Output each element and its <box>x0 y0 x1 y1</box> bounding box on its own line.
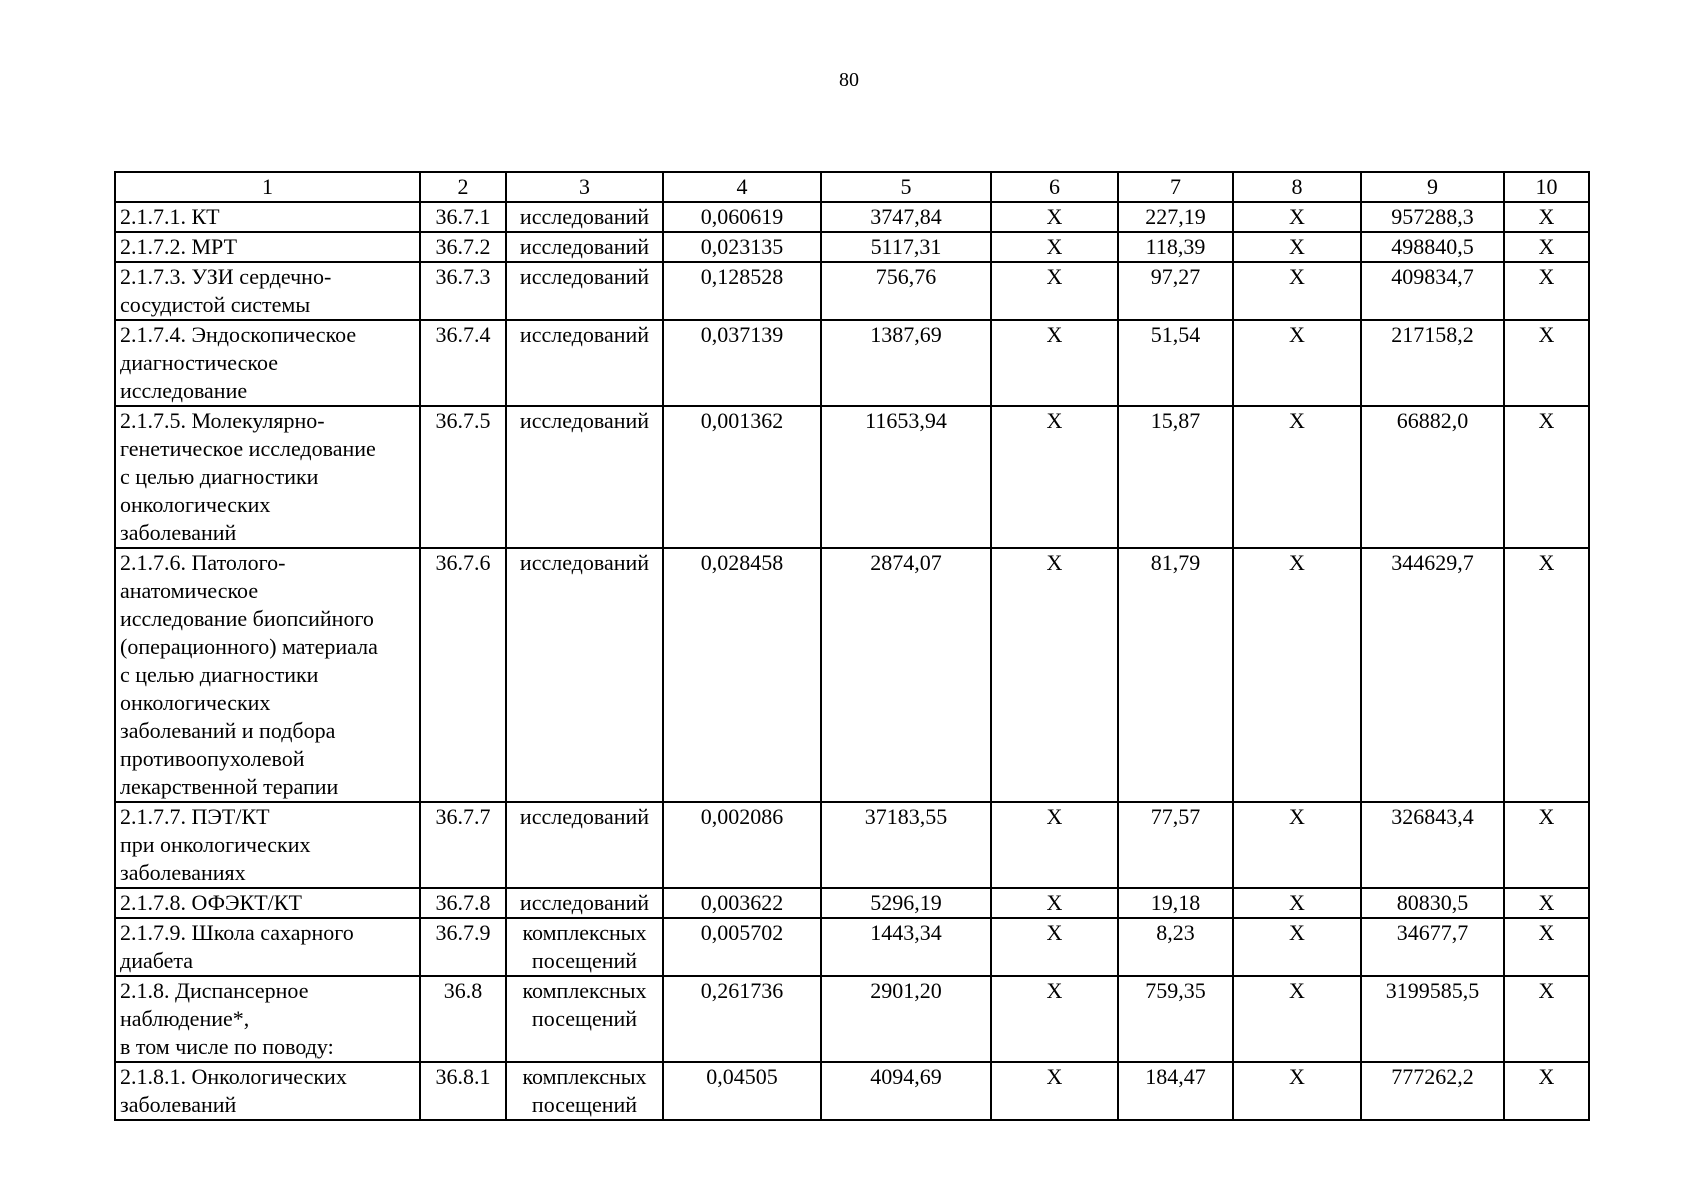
row-unit-cell <box>506 976 663 1062</box>
row-name-cell <box>115 918 420 976</box>
table-row <box>115 888 1589 918</box>
row-name-line: с целью диагностики <box>120 464 319 489</box>
row-c5-cell: 4094,69 <box>821 1062 991 1120</box>
row-name-cell <box>115 548 420 802</box>
row-c9-cell: 217158,2 <box>1361 320 1504 406</box>
row-c10-cell: Х <box>1504 918 1589 976</box>
row-name-cell <box>115 406 420 548</box>
row-c6-cell: Х <box>991 262 1118 320</box>
row-name-line: анатомическое <box>120 578 259 603</box>
row-unit-line: исследований <box>519 264 650 289</box>
row-name-line: исследование <box>120 378 248 403</box>
row-c5-cell: 756,76 <box>821 262 991 320</box>
row-unit-cell <box>506 262 663 320</box>
row-name-cell <box>115 232 420 262</box>
table-row <box>115 320 1589 406</box>
row-c4-cell: 0,001362 <box>663 406 821 548</box>
row-unit-cell <box>506 320 663 406</box>
row-code-cell: 36.7.4 <box>420 320 506 406</box>
row-name-line: онкологических <box>120 492 271 517</box>
row-code-cell: 36.7.6 <box>420 548 506 802</box>
row-code-cell: 36.8.1 <box>420 1062 506 1120</box>
row-c8-cell: Х <box>1233 262 1361 320</box>
row-name-line: 2.1.7.6. Патолого- <box>120 550 286 575</box>
row-name-line: исследование биопсийного <box>120 606 374 631</box>
table-row <box>115 262 1589 320</box>
row-unit-cell <box>506 802 663 888</box>
row-unit-line: комплексных <box>522 920 647 945</box>
row-name-line: (операционного) материала <box>120 634 378 659</box>
row-c5-cell: 1387,69 <box>821 320 991 406</box>
row-c9-cell: 777262,2 <box>1361 1062 1504 1120</box>
row-c9-cell: 498840,5 <box>1361 232 1504 262</box>
row-c9-cell: 326843,4 <box>1361 802 1504 888</box>
row-c7-cell: 184,47 <box>1118 1062 1233 1120</box>
row-c9-cell: 957288,3 <box>1361 202 1504 232</box>
row-code-cell: 36.7.7 <box>420 802 506 888</box>
row-c4-cell: 0,005702 <box>663 918 821 976</box>
row-c8-cell: Х <box>1233 976 1361 1062</box>
table-row <box>115 918 1589 976</box>
row-c7-cell: 81,79 <box>1118 548 1233 802</box>
row-code-cell: 36.7.8 <box>420 888 506 918</box>
row-c6-cell: Х <box>991 1062 1118 1120</box>
row-c5-cell: 11653,94 <box>821 406 991 548</box>
row-name-cell <box>115 976 420 1062</box>
column-number: 7 <box>1118 172 1233 202</box>
row-c8-cell: Х <box>1233 232 1361 262</box>
row-c7-cell: 97,27 <box>1118 262 1233 320</box>
row-c7-cell: 118,39 <box>1118 232 1233 262</box>
row-name-line: заболеваний <box>120 1092 237 1117</box>
row-code-cell: 36.7.1 <box>420 202 506 232</box>
row-name-line: при онкологических <box>120 832 311 857</box>
table-row <box>115 802 1589 888</box>
table-row <box>115 202 1589 232</box>
row-c6-cell: Х <box>991 976 1118 1062</box>
row-c10-cell: Х <box>1504 976 1589 1062</box>
row-c10-cell: Х <box>1504 548 1589 802</box>
row-c10-cell: Х <box>1504 320 1589 406</box>
row-name-line: с целью диагностики <box>120 662 319 687</box>
row-name-line: противоопухолевой <box>120 746 305 771</box>
column-number: 6 <box>991 172 1118 202</box>
row-c6-cell: Х <box>991 548 1118 802</box>
row-c10-cell: Х <box>1504 1062 1589 1120</box>
row-code-cell: 36.7.5 <box>420 406 506 548</box>
row-c5-cell: 37183,55 <box>821 802 991 888</box>
row-name-line: заболеваний <box>120 520 237 545</box>
row-c6-cell: Х <box>991 918 1118 976</box>
row-unit-line: исследований <box>519 890 650 915</box>
row-c7-cell: 15,87 <box>1118 406 1233 548</box>
row-name-line: 2.1.7.7. ПЭТ/КТ <box>120 804 270 829</box>
row-unit-line: исследований <box>519 804 650 829</box>
row-c9-cell: 409834,7 <box>1361 262 1504 320</box>
column-number: 9 <box>1361 172 1504 202</box>
row-name-line: 2.1.7.4. Эндоскопическое <box>120 322 357 347</box>
row-c8-cell: Х <box>1233 406 1361 548</box>
row-unit-line: посещений <box>531 1092 638 1117</box>
row-c8-cell: Х <box>1233 1062 1361 1120</box>
data-table <box>114 171 1590 1121</box>
row-unit-line: исследований <box>519 408 650 433</box>
row-c4-cell: 0,037139 <box>663 320 821 406</box>
row-name-line: 2.1.7.2. МРТ <box>120 234 238 259</box>
row-c10-cell: Х <box>1504 802 1589 888</box>
row-unit-line: исследований <box>519 204 650 229</box>
row-c8-cell: Х <box>1233 888 1361 918</box>
row-name-line: 2.1.7.3. УЗИ сердечно- <box>120 264 332 289</box>
row-name-cell <box>115 1062 420 1120</box>
row-code-cell: 36.7.2 <box>420 232 506 262</box>
row-c5-cell: 3747,84 <box>821 202 991 232</box>
row-c10-cell: Х <box>1504 202 1589 232</box>
row-c7-cell: 759,35 <box>1118 976 1233 1062</box>
row-unit-line: посещений <box>531 1006 638 1031</box>
row-name-line: 2.1.7.8. ОФЭКТ/КТ <box>120 890 302 915</box>
row-unit-cell <box>506 548 663 802</box>
row-c6-cell: Х <box>991 406 1118 548</box>
row-name-line: 2.1.8.1. Онкологических <box>120 1064 347 1089</box>
row-c6-cell: Х <box>991 202 1118 232</box>
column-number-row <box>115 172 1589 202</box>
row-c8-cell: Х <box>1233 202 1361 232</box>
row-name-line: сосудистой системы <box>120 292 311 317</box>
row-unit-cell <box>506 232 663 262</box>
row-c6-cell: Х <box>991 888 1118 918</box>
row-name-line: диабета <box>120 948 194 973</box>
column-number: 8 <box>1233 172 1361 202</box>
row-c4-cell: 0,04505 <box>663 1062 821 1120</box>
row-c7-cell: 51,54 <box>1118 320 1233 406</box>
row-unit-line: исследований <box>519 234 650 259</box>
row-c10-cell: Х <box>1504 262 1589 320</box>
table-row <box>115 406 1589 548</box>
row-name-line: генетическое исследование <box>120 436 376 461</box>
table-row <box>115 232 1589 262</box>
row-unit-line: исследований <box>519 550 650 575</box>
row-c8-cell: Х <box>1233 918 1361 976</box>
row-c4-cell: 0,060619 <box>663 202 821 232</box>
column-number: 5 <box>821 172 991 202</box>
row-c4-cell: 0,028458 <box>663 548 821 802</box>
row-name-line: 2.1.8. Диспансерное <box>120 978 309 1003</box>
row-c8-cell: Х <box>1233 802 1361 888</box>
row-c5-cell: 1443,34 <box>821 918 991 976</box>
row-c9-cell: 66882,0 <box>1361 406 1504 548</box>
table-row <box>115 1062 1589 1120</box>
row-unit-cell <box>506 918 663 976</box>
row-c4-cell: 0,002086 <box>663 802 821 888</box>
row-c9-cell: 80830,5 <box>1361 888 1504 918</box>
page-number: 80 <box>839 69 859 91</box>
row-name-cell <box>115 888 420 918</box>
row-c9-cell: 344629,7 <box>1361 548 1504 802</box>
row-name-cell <box>115 320 420 406</box>
column-number: 4 <box>663 172 821 202</box>
row-unit-line: исследований <box>519 322 650 347</box>
row-c10-cell: Х <box>1504 888 1589 918</box>
row-unit-line: комплексных <box>522 1064 647 1089</box>
row-name-line: в том числе по поводу: <box>120 1034 334 1059</box>
row-c10-cell: Х <box>1504 232 1589 262</box>
row-c7-cell: 227,19 <box>1118 202 1233 232</box>
row-name-line: 2.1.7.5. Молекулярно- <box>120 408 325 433</box>
row-unit-cell <box>506 406 663 548</box>
row-name-line: лекарственной терапии <box>120 774 339 799</box>
row-c6-cell: Х <box>991 802 1118 888</box>
row-c4-cell: 0,003622 <box>663 888 821 918</box>
row-unit-cell <box>506 888 663 918</box>
row-c9-cell: 3199585,5 <box>1361 976 1504 1062</box>
column-number: 3 <box>506 172 663 202</box>
row-unit-line: посещений <box>531 948 638 973</box>
row-code-cell: 36.7.3 <box>420 262 506 320</box>
column-number: 2 <box>420 172 506 202</box>
row-name-cell <box>115 802 420 888</box>
row-c10-cell: Х <box>1504 406 1589 548</box>
row-name-line: диагностическое <box>120 350 278 375</box>
row-c7-cell: 8,23 <box>1118 918 1233 976</box>
table-row <box>115 548 1589 802</box>
row-name-cell <box>115 202 420 232</box>
row-name-line: заболеваниях <box>120 860 246 885</box>
row-c5-cell: 5117,31 <box>821 232 991 262</box>
row-c6-cell: Х <box>991 320 1118 406</box>
row-code-cell: 36.7.9 <box>420 918 506 976</box>
row-name-line: онкологических <box>120 690 271 715</box>
row-code-cell: 36.8 <box>420 976 506 1062</box>
row-name-line: наблюдение*, <box>120 1006 250 1031</box>
row-c5-cell: 5296,19 <box>821 888 991 918</box>
table-row <box>115 976 1589 1062</box>
row-c4-cell: 0,023135 <box>663 232 821 262</box>
row-name-line: 2.1.7.1. КТ <box>120 204 220 229</box>
row-c7-cell: 77,57 <box>1118 802 1233 888</box>
row-unit-cell <box>506 202 663 232</box>
row-c9-cell: 34677,7 <box>1361 918 1504 976</box>
row-c7-cell: 19,18 <box>1118 888 1233 918</box>
row-c4-cell: 0,128528 <box>663 262 821 320</box>
column-number: 10 <box>1504 172 1589 202</box>
column-number: 1 <box>115 172 420 202</box>
row-name-cell <box>115 262 420 320</box>
row-unit-cell <box>506 1062 663 1120</box>
row-name-line: заболеваний и подбора <box>120 718 336 743</box>
row-c6-cell: Х <box>991 232 1118 262</box>
row-unit-line: комплексных <box>522 978 647 1003</box>
row-name-line: 2.1.7.9. Школа сахарного <box>120 920 354 945</box>
row-c4-cell: 0,261736 <box>663 976 821 1062</box>
row-c5-cell: 2874,07 <box>821 548 991 802</box>
row-c5-cell: 2901,20 <box>821 976 991 1062</box>
row-c8-cell: Х <box>1233 320 1361 406</box>
row-c8-cell: Х <box>1233 548 1361 802</box>
